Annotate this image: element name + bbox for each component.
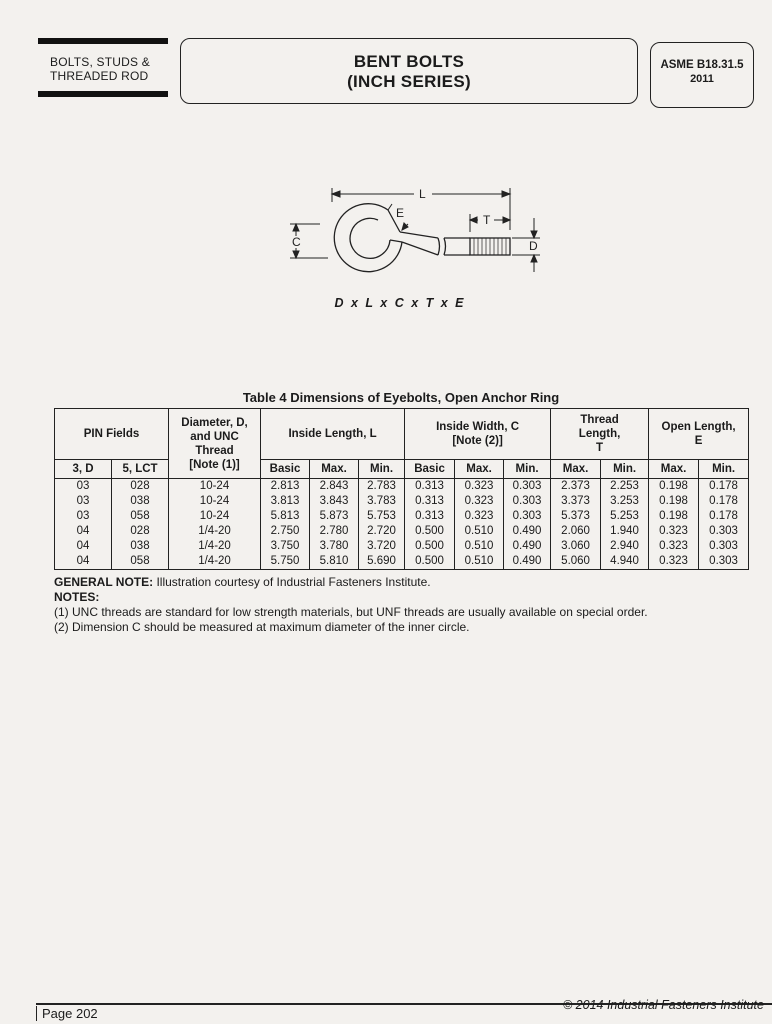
table-cell: 5.373 xyxy=(551,509,601,524)
table-cell: 2.720 xyxy=(359,524,405,539)
table-cell: 3.783 xyxy=(359,494,405,509)
table-cell: 0.323 xyxy=(455,509,504,524)
table-cell: 3.813 xyxy=(261,494,310,509)
header-open-length-line2: E xyxy=(694,435,703,447)
standard-year: 2011 xyxy=(690,73,714,85)
note-2: (2) Dimension C should be measured at maximum diameter of the inner circle. xyxy=(54,620,470,634)
table-row xyxy=(55,509,749,524)
table-cell: 1/4-20 xyxy=(169,524,261,539)
table-cell: 0.500 xyxy=(405,539,455,554)
table-cell: 2.253 xyxy=(601,479,649,495)
table-cell: 0.313 xyxy=(405,479,455,495)
table-cell: 1.940 xyxy=(601,524,649,539)
table-cell: 0.500 xyxy=(405,554,455,570)
shank-break2 xyxy=(444,238,446,255)
page-number: Page 202 xyxy=(36,1006,98,1021)
notes-section xyxy=(54,575,754,635)
table-cell: 0.323 xyxy=(455,494,504,509)
table-cell: 04 xyxy=(55,554,112,570)
table-cell: 0.303 xyxy=(699,554,749,570)
header-l-max: Max. xyxy=(310,460,359,479)
header-c-basic: Basic xyxy=(405,460,455,479)
header-pin5: 5, LCT xyxy=(112,460,169,479)
table-cell: 058 xyxy=(112,554,169,570)
table-cell: 10-24 xyxy=(169,494,261,509)
dim-label-c: C xyxy=(292,235,301,249)
header-pin3: 3, D xyxy=(55,460,112,479)
table-cell: 0.303 xyxy=(504,509,551,524)
table-cell: 028 xyxy=(112,524,169,539)
header-inside-width-line2: [Note (2)] xyxy=(452,435,503,447)
table-cell: 1/4-20 xyxy=(169,539,261,554)
table-cell: 0.198 xyxy=(649,479,699,495)
table-cell: 0.313 xyxy=(405,509,455,524)
notes-label: NOTES: xyxy=(54,590,100,604)
dim-label-e: E xyxy=(396,206,405,220)
header-open-length xyxy=(649,409,749,460)
copyright: © 2014 Industrial Fasteners Institute xyxy=(563,998,764,1012)
table-cell: 3.373 xyxy=(551,494,601,509)
table-cell: 3.060 xyxy=(551,539,601,554)
shank-lower xyxy=(402,242,438,255)
table-cell: 4.940 xyxy=(601,554,649,570)
header-pin-fields: PIN Fields xyxy=(55,409,169,460)
table-cell: 10-24 xyxy=(169,479,261,495)
dimension-formula: D x L x C x T x E xyxy=(334,296,466,310)
section-label-line1: BOLTS, STUDS & xyxy=(50,55,150,69)
table-cell: 2.373 xyxy=(551,479,601,495)
table-cell: 5.690 xyxy=(359,554,405,570)
table-cell: 0.178 xyxy=(699,479,749,495)
section-label xyxy=(38,44,168,91)
table-cell: 2.843 xyxy=(310,479,359,495)
table-cell: 3.750 xyxy=(261,539,310,554)
table-cell: 0.313 xyxy=(405,494,455,509)
table-cell: 0.178 xyxy=(699,509,749,524)
table-cell: 0.303 xyxy=(699,539,749,554)
table-cell: 0.198 xyxy=(649,509,699,524)
shank-break xyxy=(438,238,440,255)
general-note-text: Illustration courtesy of Industrial Fasteners Institute. xyxy=(153,575,431,589)
eyebolt-diagram xyxy=(280,180,560,280)
table-cell: 038 xyxy=(112,494,169,509)
table-cell: 028 xyxy=(112,479,169,495)
table-cell: 03 xyxy=(55,494,112,509)
table-cell: 038 xyxy=(112,539,169,554)
header-t-min: Min. xyxy=(601,460,649,479)
table-cell: 0.500 xyxy=(405,524,455,539)
table-cell: 2.940 xyxy=(601,539,649,554)
table-cell: 0.198 xyxy=(649,494,699,509)
header-inside-width-line1: Inside Width, C xyxy=(436,421,520,433)
table-cell: 0.490 xyxy=(504,539,551,554)
table-cell: 03 xyxy=(55,509,112,524)
table-cell: 5.873 xyxy=(310,509,359,524)
header-l-basic: Basic xyxy=(261,460,310,479)
header-e-min: Min. xyxy=(699,460,749,479)
table-cell: 0.323 xyxy=(649,539,699,554)
eyebolt-dimensions-table xyxy=(54,408,749,570)
header-diameter-line2: and UNC xyxy=(190,430,239,443)
table-cell: 04 xyxy=(55,524,112,539)
table-cell: 0.303 xyxy=(504,494,551,509)
table-row xyxy=(55,539,749,554)
table-row xyxy=(55,494,749,509)
table-cell: 04 xyxy=(55,539,112,554)
table-cell: 3.253 xyxy=(601,494,649,509)
table-cell: 0.510 xyxy=(455,539,504,554)
table-cell: 1/4-20 xyxy=(169,554,261,570)
general-note-label: GENERAL NOTE: xyxy=(54,575,154,589)
table-cell: 0.510 xyxy=(455,554,504,570)
table-cell: 5.253 xyxy=(601,509,649,524)
shank-mid xyxy=(390,240,402,242)
table-cell: 0.178 xyxy=(699,494,749,509)
table-cell: 2.750 xyxy=(261,524,310,539)
table-row xyxy=(55,524,749,539)
table-cell: 0.303 xyxy=(504,479,551,495)
table-row xyxy=(55,554,749,570)
header-diameter-line1: Diameter, D, xyxy=(181,416,248,429)
table-cell: 10-24 xyxy=(169,509,261,524)
header-inside-width xyxy=(405,409,551,460)
header-inside-length: Inside Length, L xyxy=(261,409,405,460)
dim-label-d: D xyxy=(529,239,538,253)
standard-code: ASME B18.31.5 xyxy=(660,59,744,71)
header-diameter xyxy=(169,409,261,479)
dim-label-t: T xyxy=(483,213,491,227)
table-cell: 0.323 xyxy=(649,554,699,570)
header-thread-length-line3: T xyxy=(596,442,604,454)
table-cell: 03 xyxy=(55,479,112,495)
table-cell: 0.490 xyxy=(504,524,551,539)
table-cell: 058 xyxy=(112,509,169,524)
header-diameter-line3: Thread xyxy=(195,444,234,457)
ring-outer xyxy=(334,204,405,272)
section-tab-bottom-bar xyxy=(38,91,168,97)
header-diameter-note: [Note (1)] xyxy=(189,458,240,471)
table-cell: 0.303 xyxy=(699,524,749,539)
table-cell: 0.323 xyxy=(649,524,699,539)
table-cell: 5.750 xyxy=(261,554,310,570)
header-thread-length-line2: Length, xyxy=(578,428,621,440)
section-tab xyxy=(38,38,168,97)
page-title-line1: BENT BOLTS xyxy=(353,52,465,71)
table-cell: 5.753 xyxy=(359,509,405,524)
table-cell: 0.323 xyxy=(455,479,504,495)
table-cell: 3.720 xyxy=(359,539,405,554)
table-cell: 2.813 xyxy=(261,479,310,495)
table-cell: 3.843 xyxy=(310,494,359,509)
dim-label-l: L xyxy=(419,187,426,201)
table-cell: 3.780 xyxy=(310,539,359,554)
table-cell: 5.813 xyxy=(261,509,310,524)
table-cell: 5.060 xyxy=(551,554,601,570)
table-row xyxy=(55,479,749,495)
header-open-length-line1: Open Length, xyxy=(661,421,736,433)
header-l-min: Min. xyxy=(359,460,405,479)
standard-box xyxy=(650,42,754,108)
ring-inner xyxy=(350,218,390,258)
header-c-min: Min. xyxy=(504,460,551,479)
section-label-line2: THREADED ROD xyxy=(50,69,149,83)
header-c-max: Max. xyxy=(455,460,504,479)
page-title-box xyxy=(180,38,638,104)
header-t-max: Max. xyxy=(551,460,601,479)
header-thread-length xyxy=(551,409,649,460)
header-thread-length-line1: Thread xyxy=(580,414,619,426)
table-cell: 0.510 xyxy=(455,524,504,539)
page-title-line2: (INCH SERIES) xyxy=(347,72,471,91)
note-1: (1) UNC threads are standard for low strength materials, but UNF threads are usually available on special order. xyxy=(54,605,648,619)
table-cell: 2.780 xyxy=(310,524,359,539)
table-cell: 5.810 xyxy=(310,554,359,570)
shank-top2 xyxy=(400,232,438,238)
header-e-max: Max. xyxy=(649,460,699,479)
table-cell: 2.060 xyxy=(551,524,601,539)
table-cell: 0.490 xyxy=(504,554,551,570)
table-cell: 2.783 xyxy=(359,479,405,495)
general-note xyxy=(54,575,754,590)
table-caption: Table 4 Dimensions of Eyebolts, Open Anchor Ring xyxy=(242,390,560,405)
